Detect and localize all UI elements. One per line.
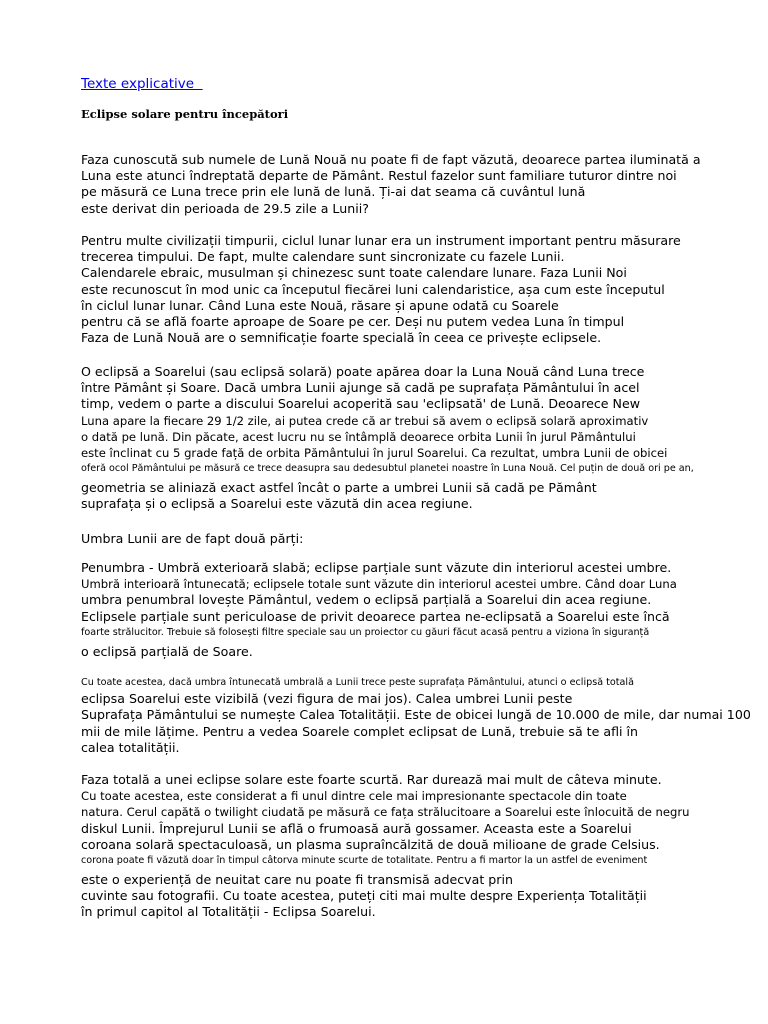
paragraph-4 [81,531,751,547]
document-title: Eclipse solare pentru începători [81,107,289,121]
text-line: O eclipsă a Soarelui (sau eclipsă solară) poate apărea doar la Luna Nouă când Luna trece [81,364,645,379]
text-line: este o experiență de neuitat care nu poate fi transmisă adecvat prin [81,871,513,887]
text-line: este derivat din perioada de 29.5 zile a Lunii? [81,200,369,216]
text-line: natura. Cerul capătă o twilight ciudată pe măsură ce fața strălucitoare a Soarelui este înlocuită de negru [81,805,690,820]
text-line: umbra penumbral lovește Pământul, vedem o eclipsă parțială a Soarelui din acea regiune. [81,592,652,608]
text-line: geometria se aliniază exact astfel încât o parte a umbrei Lunii să cadă pe Pământ [81,480,597,496]
text-line: Umbră interioară întunecată; eclipsele totale sunt văzute din interiorul acestei umbre. Când doar Luna [81,577,677,592]
text-line: suprafața și o eclipsă a Soarelui este văzută din acea regiune. [81,496,473,512]
text-line: Faza totală a unei eclipse solare este foarte scurtă. Rar durează mai mult de câteva minute. [81,772,662,787]
text-line: Penumbra - Umbră exterioară slabă; eclipse parțiale sunt văzute din interiorul acestei umbre. [81,560,672,575]
text-line: oferă ocol Pământului pe măsură ce trece deasupra sau dedesubtul planetei noastre în Luna Nouă. Cel puțin de două ori pe an, [81,463,694,475]
text-line: timp, vedem o parte a discului Soarelui acoperită sau 'eclipsată' de Lună. Deoarece New [81,396,641,412]
text-line: pe măsură ce Luna trece prin ele lună de lună. Ți-ai dat seama că cuvântul lună [81,184,586,200]
text-line: Cu toate acestea, dacă umbra întunecată umbrală a Lunii trece peste suprafața Pământului, atunci o eclipsă totală [81,677,634,688]
text-line: foarte strălucitor. Trebuie să folosești filtre speciale sau un proiector cu găuri făcut acasă pentru a viziona în siguranță [81,626,650,638]
text-line: este înclinat cu 5 grade față de orbita Pământului în jurul Soarelui. Ca rezultat, umbra Lunii de obicei [81,445,668,460]
texte-explicative-link[interactable]: Texte explicative [81,76,203,92]
text-line: diskul Lunii. Împrejurul Lunii se află o frumoasă aură gossamer. Aceasta este a Soarelui [81,820,632,836]
text-line: o eclipsă parțială de Soare. [81,643,253,659]
text-line: Eclipsele parțiale sunt periculoase de privit deoarece partea ne-eclipsată a Soarelui este încă [81,608,670,624]
text-line: este recunoscut în mod unic ca începutul fiecărei luni calendaristice, așa cum este începutul [81,281,665,297]
text-line: eclipsa Soarelui este vizibilă (vezi figura de mai jos). Calea umbrei Lunii peste [81,691,573,707]
text-line: mii de mile lățime. Pentru a vedea Soarele complet eclipsat de Lună, trebuie să te afli în [81,723,638,739]
text-line: corona poate fi văzută doar în timpul câtorva minute scurte de totalitate. Pentru a fi martor la un astfel de eveniment [81,854,648,866]
text-line: Luna apare la fiecare 29 1/2 zile, ai putea crede că ar trebui să avem o eclipsă solară aproximativ [81,413,649,428]
paragraph-6 [81,675,751,756]
text-line: Faza de Lună Nouă are o semnificație foarte specială în ceea ce privește eclipsele. [81,330,602,346]
text-line: Suprafața Pământului se numește Calea Totalității. Este de obicei lungă de 10.000 de mile, dar numai 100 [81,707,751,723]
text-line: între Pământ și Soare. Dacă umbra Lunii ajunge să cadă pe suprafața Pământului în acel [81,380,640,396]
paragraph-5 [81,560,751,660]
text-line: Umbra Lunii are de fapt două părți: [81,531,304,546]
text-line: Luna este atunci îndreptată departe de Pământ. Restul fazelor sunt familiare tuturor dintre noi [81,168,677,184]
text-line: o dată pe lună. Din păcate, acest lucru nu se întâmplă deoarece orbita Lunii în jurul Pământului [81,429,636,444]
text-line: în ciclul lunar lunar. Când Luna este Nouă, răsare și apune odată cu Soarele [81,297,559,313]
text-line: cuvinte sau fotografii. Cu toate acestea, puteți citi mai multe despre Experiența Totalității [81,888,647,904]
paragraph-2 [81,233,751,346]
text-line: Cu toate acestea, este considerat a fi unul dintre cele mai impresionante spectacole din toate [81,789,627,804]
paragraph-7 [81,772,751,921]
text-line: Faza cunoscută sub numele de Lună Nouă nu poate fi de fapt văzută, deoarece partea iluminată a [81,152,701,167]
paragraph-3 [81,364,751,513]
text-line: în primul capitol al Totalității - Eclipsa Soarelui. [81,904,376,920]
text-line: trecerea timpului. De fapt, multe calendare sunt sincronizate cu fazele Lunii. [81,249,565,265]
text-line: calea totalității. [81,739,180,755]
text-line: pentru că se află foarte aproape de Soare pe cer. Deși nu putem vedea Luna în timpul [81,313,625,329]
text-line: coroana solară spectaculoasă, un plasma supraîncălzită de două milioane de grade Celsius. [81,836,660,852]
text-line: Calendarele ebraic, musulman și chinezesc sunt toate calendare lunare. Faza Lunii Noi [81,265,627,281]
text-line: Pentru multe civilizații timpurii, ciclul lunar lunar era un instrument important pentru măsurare [81,233,681,248]
paragraph-1 [81,152,751,217]
